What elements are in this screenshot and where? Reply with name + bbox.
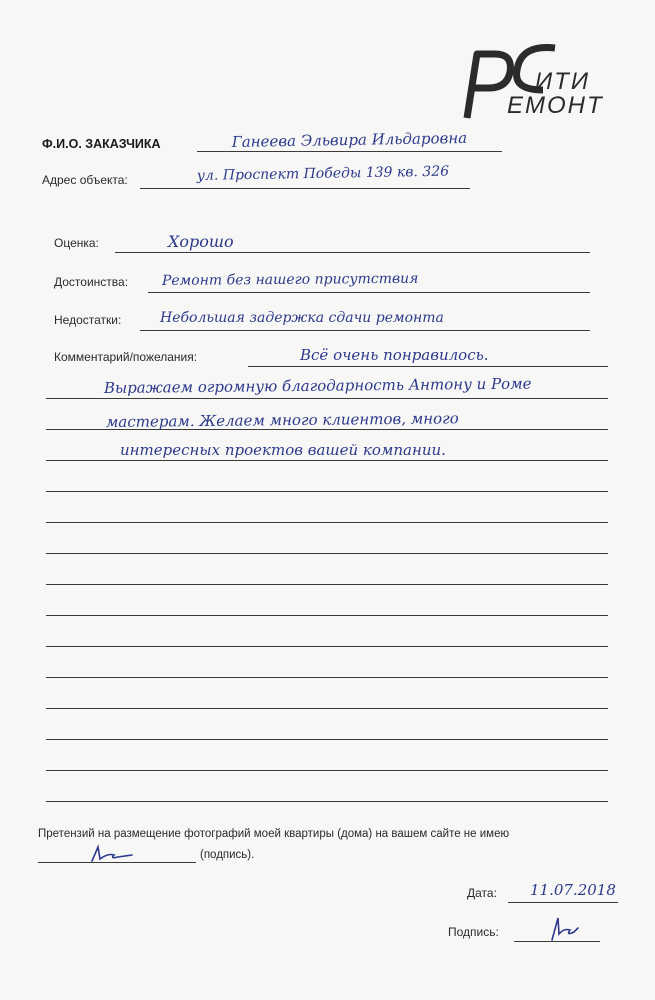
empty-line	[46, 801, 608, 802]
consent-signature-icon	[88, 843, 136, 865]
comment-line-1: Всё очень понравилось.	[300, 346, 489, 364]
date-label: Дата:	[467, 886, 497, 900]
empty-line	[46, 615, 608, 616]
comment-line-2-underline	[46, 398, 608, 399]
customer-value: Ганеева Эльвира Ильдаровна	[231, 128, 468, 151]
customer-underline	[197, 151, 502, 152]
customer-label: Ф.И.О. ЗАКАЗЧИКА	[42, 137, 161, 151]
cons-label: Недостатки:	[54, 313, 122, 327]
logo-word-top: ИТИ	[535, 68, 590, 95]
empty-line	[46, 553, 608, 554]
logo-word-bottom: ЕМОНТ	[507, 92, 604, 119]
photo-consent-sign-label: (подпись).	[200, 849, 255, 861]
address-underline	[140, 188, 470, 189]
comment-underline	[248, 366, 608, 367]
rating-label: Оценка:	[54, 236, 99, 250]
empty-line	[46, 739, 608, 740]
comment-line-4: интересных проектов вашей компании.	[120, 441, 446, 459]
date-value: 11.07.2018	[530, 881, 616, 899]
pros-label: Достоинства:	[54, 275, 129, 289]
rating-value: Хорошо	[168, 232, 234, 251]
empty-line	[46, 770, 608, 771]
photo-consent-text: Претензий на размещение фотографий моей квартиры (дома) на вашем сайте не имею	[38, 828, 510, 840]
company-logo	[455, 40, 625, 122]
pros-value: Ремонт без нашего присутствия	[161, 270, 419, 289]
comment-line-4-underline	[46, 460, 608, 461]
comment-label: Комментарий/пожелания:	[54, 350, 198, 364]
comment-line-2: Выражаем огромную благодарность Антону и Роме	[103, 374, 532, 397]
cons-underline	[140, 330, 590, 331]
signature-icon	[546, 914, 582, 942]
address-label: Адрес объекта:	[42, 173, 128, 187]
date-underline	[508, 902, 618, 903]
empty-line	[46, 522, 608, 523]
cons-value: Небольшая задержка сдачи ремонта	[160, 310, 444, 326]
empty-line	[46, 646, 608, 647]
rating-underline	[115, 252, 590, 253]
pros-underline	[148, 292, 590, 293]
comment-line-3: мастерам. Желаем много клиентов, много	[105, 409, 459, 431]
empty-line	[46, 708, 608, 709]
empty-line	[46, 584, 608, 585]
empty-line	[46, 491, 608, 492]
empty-line	[46, 677, 608, 678]
address-value: ул. Проспект Победы 139 кв. 326	[196, 163, 450, 184]
signature-label: Подпись:	[448, 925, 499, 939]
